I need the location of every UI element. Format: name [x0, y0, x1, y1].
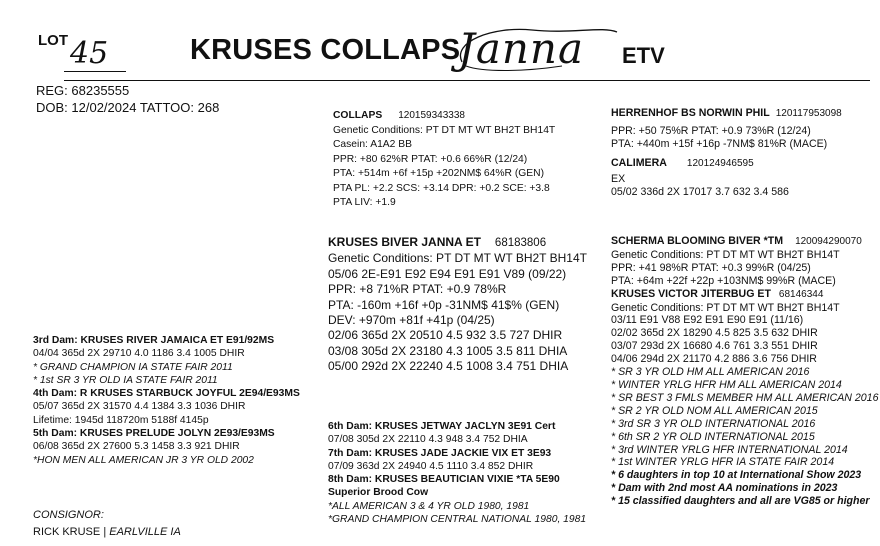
maternal-granddam-honor: * 1st WINTER YRLG HFR IA STATE FAIR 2014 [611, 456, 835, 469]
paternal-grandsire-name: HERRENHOF BS NORWIN PHIL [611, 107, 770, 119]
maternal-granddam-detail-line: Genetic Conditions: PT DT MT WT BH2T BH14T [611, 301, 840, 314]
eighth-dam-subtitle: Superior Brood Cow [328, 487, 429, 499]
eighth-dam-honor: *ALL AMERICAN 3 & 4 YR OLD 1980, 1981 [328, 500, 530, 512]
maternal-granddam-heading [611, 288, 878, 302]
lot-number: 45 [70, 36, 109, 71]
paternal-granddam-detail-line: EX [611, 172, 626, 185]
fifth-dam-record: 06/08 365d 2X 27600 5.3 1458 3.3 921 DHIR [33, 441, 240, 453]
lot-label: LOT [38, 32, 68, 49]
eighth-dam-title: 8th Dam: KRUSES BEAUTICIAN VIXIE *TA 5E90 [328, 474, 560, 486]
sire-detail-line: PTA PL: +2.2 SCS: +3.14 DPR: +0.2 SCE: +3.8 [333, 182, 550, 194]
dam-detail-line: DEV: +970m +81f +41p (04/25) [328, 313, 495, 328]
lower-dams-block [328, 420, 586, 526]
maternal-granddam-highlight: * 6 daughters in top 10 at International Show 2023 [611, 469, 862, 482]
paternal-granddam-heading [611, 157, 842, 171]
seventh-dam-record: 07/09 363d 2X 24940 4.5 1110 3.4 852 DHIR [328, 460, 534, 472]
dam-detail-line: Genetic Conditions: PT DT MT WT BH2T BH14T [328, 251, 587, 266]
sire-detail-line: PTA: +514m +6f +15p +202NM$ 64%R (GEN) [333, 168, 545, 179]
sixth-dam-title: 6th Dam: KRUSES JETWAY JACLYN 3E91 Cert [328, 421, 556, 432]
registration-number: REG: 68235555 [36, 83, 130, 98]
paternal-granddam-reg-number: 120124946595 [686, 157, 754, 169]
header-divider [64, 80, 870, 81]
maternal-granddam-honor: * 3rd SR 3 YR OLD INTERNATIONAL 2016 [611, 417, 816, 430]
maternal-granddam-detail-line: 02/02 365d 2X 18290 4.5 825 3.5 632 DHIR [611, 327, 818, 340]
sire-heading [333, 109, 555, 124]
maternal-granddam-honor: * SR 3 YR OLD HM ALL AMERICAN 2016 [611, 366, 810, 379]
dam-heading [328, 235, 587, 251]
animal-script-name: Janna [458, 24, 585, 73]
dam-name: KRUSES BIVER JANNA ET [328, 235, 481, 249]
paternal-grandsire-detail-line: PTA: +440m +15f +16p -7NM$ 81%R (MACE) [611, 137, 828, 150]
dam-detail-line: PPR: +8 71%R PTAT: +0.9 78%R [328, 282, 507, 297]
third-dam-title: 3rd Dam: KRUSES RIVER JAMAICA ET E91/92MS [33, 335, 275, 346]
maternal-granddam-honor: * SR BEST 3 FMLS MEMBER HM ALL AMERICAN 2016 [611, 391, 879, 404]
seventh-dam-title: 7th Dam: KRUSES JADE JACKIE VIX ET 3E93 [328, 447, 552, 459]
maternal-granddam-name: KRUSES VICTOR JITERBUG ET [611, 287, 771, 300]
maternal-grandsire-detail-line: PTA: +64m +22f +22p +103NM$ 99%R (MACE) [611, 274, 836, 287]
fifth-dam-title: 5th Dam: KRUSES PRELUDE JOLYN 2E93/E93MS [33, 428, 275, 440]
dam-detail-line: 05/00 292d 2X 22240 4.5 1008 3.4 751 DHIA [328, 359, 569, 374]
consignor-location: EARLVILLE IA [109, 525, 181, 538]
maternal-grandsire-detail-line: PPR: +41 98%R PTAT: +0.3 99%R (04/25) [611, 261, 811, 274]
maternal-history-block [33, 334, 300, 467]
consignor-label: CONSIGNOR: [33, 509, 104, 521]
dam-detail-line: 02/06 365d 2X 20510 4.5 932 3.5 727 DHIR [328, 328, 563, 343]
fourth-dam-record: 05/07 365d 2X 31570 4.4 1384 3.3 1036 DHIR [33, 401, 246, 413]
dam-reg-number: 68183806 [494, 237, 547, 249]
maternal-grandsire-reg-number: 120094290070 [795, 236, 862, 247]
consignor-name: RICK KRUSE [33, 525, 101, 538]
sire-reg-number: 120159343338 [398, 110, 465, 121]
consignor-block [33, 507, 181, 540]
maternal-granddam-highlight: * 15 classified daughters and all are VG85 or higher [611, 495, 870, 508]
sire-block [333, 109, 555, 211]
sire-detail-line: PTA LIV: +1.9 [333, 197, 396, 208]
sire-detail-line: Genetic Conditions: PT DT MT WT BH2T BH14T [333, 124, 556, 136]
maternal-granddam-detail-line: 03/11 E91 V88 E92 E91 E90 E91 (11/16) [611, 314, 804, 327]
paternal-granddam-detail-line: 05/02 336d 2X 17017 3.7 632 3.4 586 [611, 185, 789, 198]
fourth-dam-lifetime: Lifetime: 1945d 118720m 5188f 4145p [33, 414, 209, 426]
maternal-granddam-honor: * SR 2 YR OLD NOM ALL AMERICAN 2015 [611, 404, 818, 417]
sire-detail-line: PPR: +80 62%R PTAT: +0.6 66%R (12/24) [333, 153, 528, 165]
sire-detail-line: Casein: A1A2 BB [333, 139, 412, 150]
dam-detail-line: 03/08 305d 2X 23180 4.3 1005 3.5 811 DHIA [328, 343, 568, 358]
maternal-granddam-honor: * 6th SR 2 YR OLD INTERNATIONAL 2015 [611, 430, 815, 443]
eighth-dam-honor: *GRAND CHAMPION CENTRAL NATIONAL 1980, 1981 [328, 514, 587, 526]
paternal-grandsire-detail-line: PPR: +50 75%R PTAT: +0.9 73%R (12/24) [611, 124, 811, 137]
paternal-grandparents-block [611, 107, 842, 198]
birth-date-tattoo: DOB: 12/02/2024 TATTOO: 268 [36, 100, 220, 115]
maternal-granddam-detail-line: 03/07 293d 2X 16680 4.6 761 3.3 551 DHIR [611, 340, 818, 353]
basic-info [36, 82, 219, 116]
dam-detail-line: 05/06 2E-E91 E92 E94 E91 E91 V89 (09/22) [328, 266, 567, 281]
sire-name: COLLAPS [333, 110, 383, 121]
dam-detail-line: PTA: -160m +16f +0p -31NM$ 41$% (GEN) [328, 297, 560, 312]
maternal-granddam-reg-number: 68146344 [778, 288, 824, 300]
paternal-grandsire-heading [611, 107, 842, 121]
animal-name: KRUSES COLLAPS [190, 34, 461, 66]
fifth-dam-honor: *HON MEN ALL AMERICAN JR 3 YR OLD 2002 [33, 454, 254, 466]
maternal-grandparents-block [611, 235, 878, 508]
animal-name-suffix: ETV [622, 43, 665, 68]
maternal-grandsire-detail-line: Genetic Conditions: PT DT MT WT BH2T BH14T [611, 248, 840, 261]
third-dam-honor: * GRAND CHAMPION IA STATE FAIR 2011 [33, 361, 233, 373]
consignor-separator: | [103, 525, 107, 538]
sixth-dam-record: 07/08 305d 2X 22110 4.3 948 3.4 752 DHIA [328, 434, 528, 446]
dam-block [328, 235, 587, 375]
third-dam-record: 04/04 365d 2X 29710 4.0 1186 3.4 1005 DHIR [33, 348, 245, 360]
maternal-grandsire-heading [611, 235, 878, 249]
paternal-grandsire-reg-number: 120117953098 [775, 108, 842, 119]
fourth-dam-title: 4th Dam: R KRUSES STARBUCK JOYFUL 2E94/E93MS [33, 388, 300, 400]
maternal-granddam-honor: * WINTER YRLG HFR HM ALL AMERICAN 2014 [611, 378, 842, 391]
maternal-granddam-detail-line: 04/06 294d 2X 21170 4.2 886 3.6 756 DHIR [611, 353, 817, 366]
maternal-granddam-highlight: * Dam with 2nd most AA nominations in 2023 [611, 482, 838, 495]
paternal-granddam-name: CALIMERA [611, 156, 667, 169]
lot-number-underline [64, 71, 126, 72]
maternal-grandsire-name: SCHERMA BLOOMING BIVER *TM [611, 235, 784, 247]
consignor-line [33, 524, 181, 541]
maternal-granddam-honor: * 3rd WINTER YRLG HFR INTERNATIONAL 2014 [611, 443, 848, 456]
third-dam-honor: * 1st SR 3 YR OLD IA STATE FAIR 2011 [33, 374, 218, 386]
